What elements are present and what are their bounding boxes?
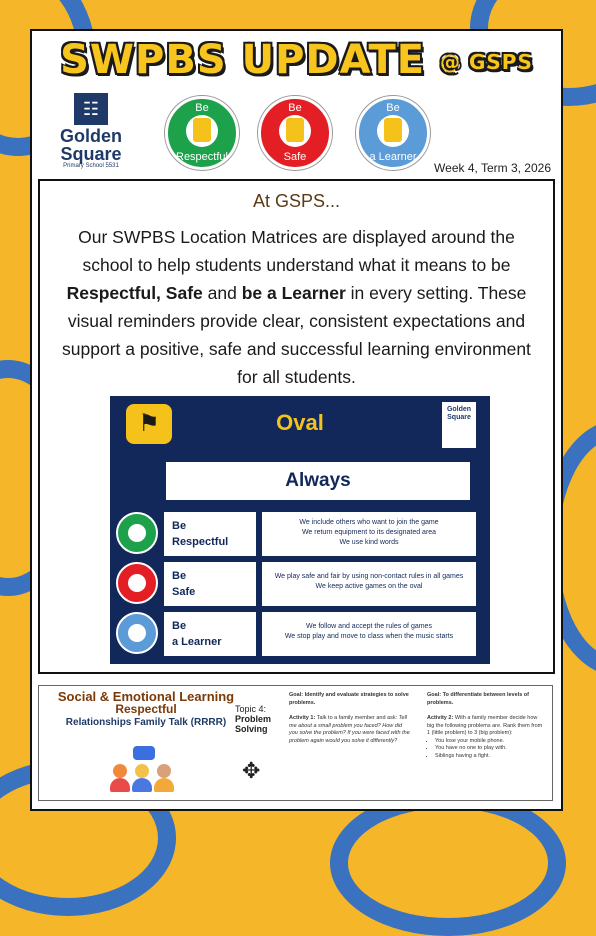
para-text: Our SWPBS Location Matrices are displayed around the school to help students understand what it means to be bbox=[78, 227, 515, 275]
row-label: Be Safe bbox=[164, 562, 256, 606]
section-heading: At GSPS... bbox=[252, 191, 341, 211]
row-text: We play safe and fair by using non-contact rules in all games We keep active games on the oval bbox=[262, 562, 476, 606]
badge-bottom: Respectful bbox=[176, 151, 228, 163]
always-banner: Always bbox=[166, 462, 470, 500]
row-text: We include others who want to join the game We return equipment to its designated area We use kind words bbox=[262, 512, 476, 556]
topic-label: Topic 4: Problem Solving bbox=[235, 704, 272, 734]
activity-1: Goal: Identify and evaluate strategies to solve problems. Activity 1: Talk to a family member and ask: Tell me about a small problem you faced? How did you solve the problem? If you were faced with the problem again would you solve it differently? bbox=[289, 692, 410, 744]
title-text: SWPBS UPDATE bbox=[60, 37, 426, 83]
location-matrix bbox=[110, 396, 490, 664]
page-title bbox=[32, 37, 561, 83]
safe-icon bbox=[116, 562, 158, 604]
matrix-row-learner bbox=[116, 612, 486, 656]
title-suffix: @ GSPS bbox=[440, 50, 533, 74]
activity-2: Goal: To differentiate between levels of problems. Activity 2: With a family member decide how big the following problems are. Rank them from 1 (little problem) to 3 (big problem): • You lose your mobile phone. • You have no one to play with. • Siblings having a fight. bbox=[427, 692, 545, 760]
sel-heading: Social & Emotional Learning Respectful Relationships Family Talk (RRRR) bbox=[57, 689, 235, 728]
para-text: and bbox=[207, 283, 237, 303]
badge-respectful bbox=[165, 96, 239, 170]
intro-paragraph bbox=[58, 223, 535, 391]
matrix-row-safe bbox=[116, 562, 486, 606]
matrix-row-respectful bbox=[116, 512, 486, 556]
badge-learner bbox=[356, 96, 430, 170]
list-item: • You lose your mobile phone. bbox=[435, 738, 545, 746]
week-label: Week 4, Term 3, 2026 bbox=[434, 161, 551, 175]
row-text: We follow and accept the rules of games We stop play and move to class when the music starts bbox=[262, 612, 476, 656]
badge-top: Be bbox=[288, 102, 302, 114]
list-item: • Siblings having a fight. bbox=[435, 753, 545, 761]
matrix-logo: Golden Square bbox=[442, 402, 476, 448]
matrix-title: Oval bbox=[276, 410, 324, 435]
list-item: • You have no one to play with. bbox=[435, 745, 545, 753]
mascot-icon bbox=[384, 118, 402, 142]
para-text: in every setting. These visual reminders provide clear, consistent expectations and support a positive, safe and successful learning environment for all students. bbox=[62, 283, 531, 387]
row-label: Be Respectful bbox=[164, 512, 256, 556]
learner-icon bbox=[116, 612, 158, 654]
school-name: Golden Square bbox=[60, 126, 122, 164]
row-label: Be a Learner bbox=[164, 612, 256, 656]
respectful-icon bbox=[116, 512, 158, 554]
school-sub: Primary School 5531 bbox=[63, 163, 119, 169]
badge-safe bbox=[258, 96, 332, 170]
school-crest-icon: ☷ bbox=[74, 93, 108, 125]
para-bold: be a Learner bbox=[241, 283, 346, 303]
people-icon: ⚑ bbox=[126, 404, 172, 444]
para-bold: Respectful, Safe bbox=[66, 283, 203, 303]
main-section bbox=[38, 179, 555, 674]
sel-section bbox=[38, 685, 553, 801]
mascot-icon bbox=[286, 118, 304, 142]
newsletter-page bbox=[30, 29, 563, 811]
mascot-icon bbox=[193, 118, 211, 142]
puzzle-icon: ✥ bbox=[242, 758, 261, 783]
background-swirl bbox=[330, 790, 566, 936]
badge-top: Be bbox=[195, 102, 209, 114]
badge-bottom: Safe bbox=[283, 151, 307, 163]
badge-top: Be bbox=[386, 102, 400, 114]
badge-bottom: a Learner bbox=[369, 151, 417, 163]
family-talk-icon bbox=[113, 746, 173, 792]
problem-list bbox=[427, 738, 545, 761]
school-logo bbox=[46, 93, 136, 169]
